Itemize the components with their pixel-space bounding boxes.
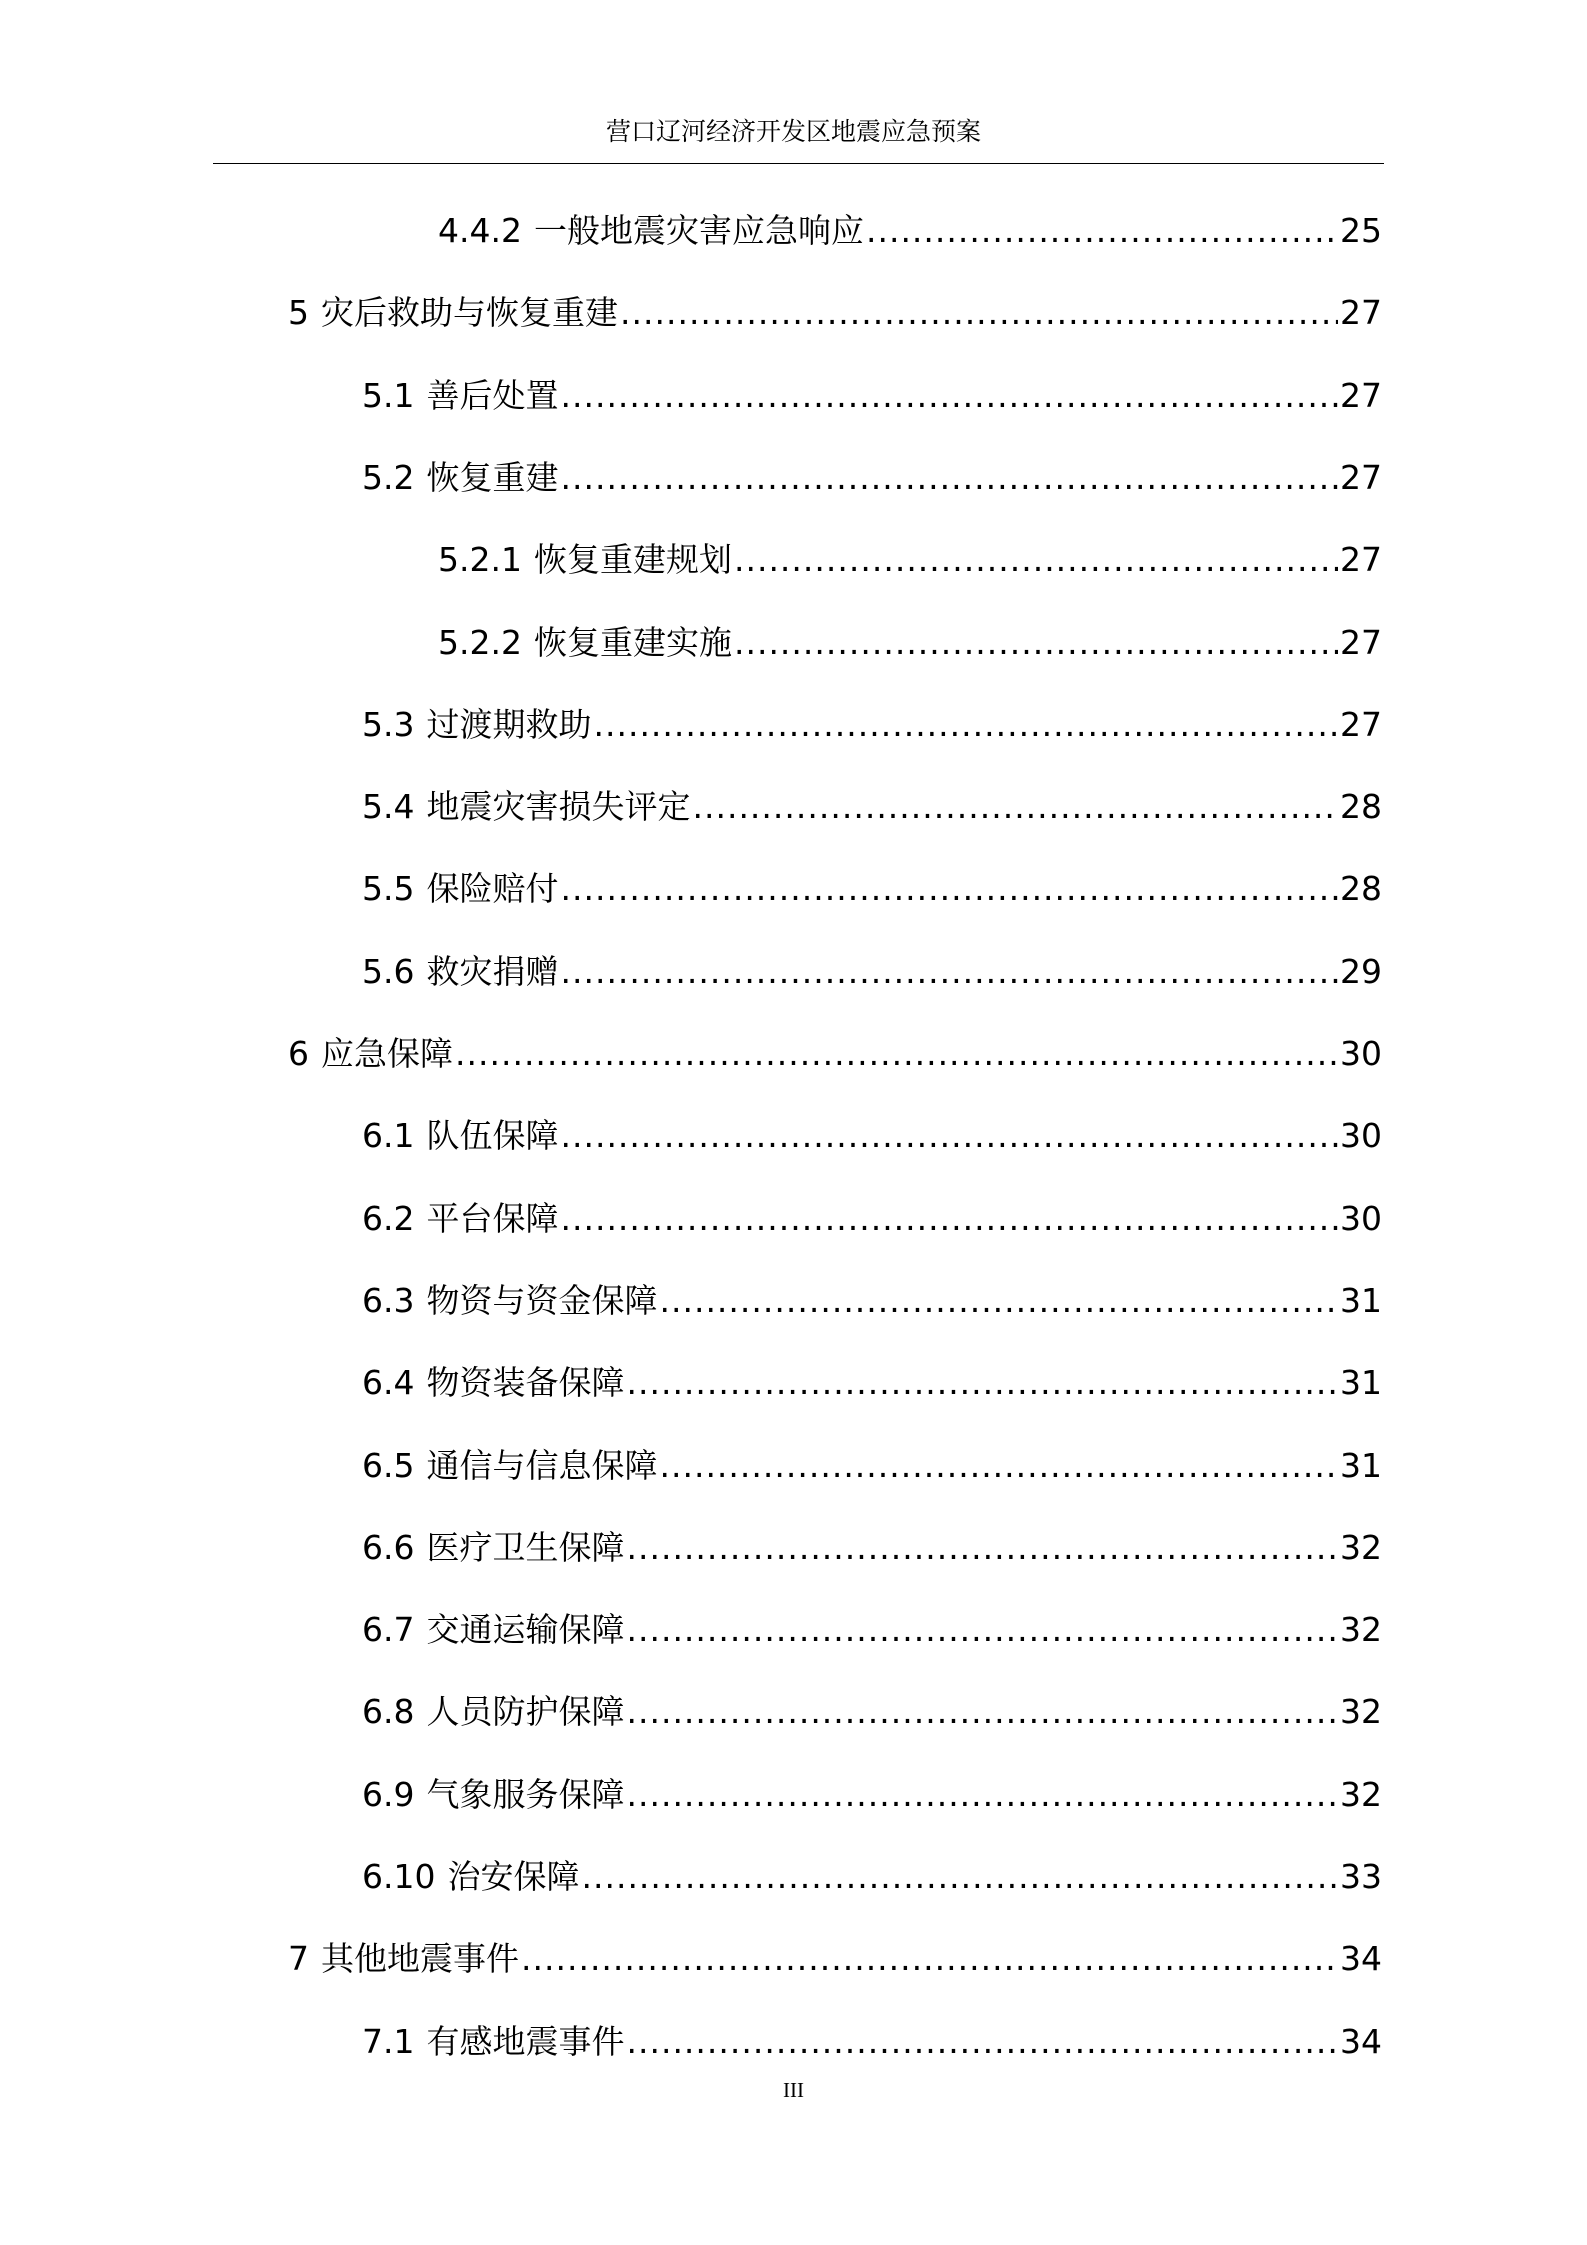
toc-entry-title: 应急保障 (321, 1034, 453, 1073)
toc-entry[interactable] (362, 1852, 1382, 1902)
toc-entry-number: 7.1 (362, 2021, 415, 2061)
toc-entry-title: 通信与信息保障 (426, 1445, 658, 1485)
toc-entry-number: 5.2.2 (438, 622, 522, 662)
toc-entry-title: 交通运输保障 (426, 1610, 625, 1650)
toc-entry-title: 保险赔付 (426, 869, 559, 909)
toc-dot-leader (620, 288, 1338, 338)
toc-entry-page: 34 (1340, 1939, 1382, 1979)
toc-dot-leader (626, 1358, 1338, 1408)
toc-entry-number: 5 (288, 293, 309, 333)
toc-entry-title: 救灾捐赠 (426, 951, 559, 991)
toc-dot-leader (560, 453, 1338, 503)
toc-dot-leader (626, 1523, 1338, 1573)
toc-entry[interactable] (438, 535, 1382, 585)
toc-dot-leader (866, 206, 1338, 256)
toc-entry-page: 25 (1340, 211, 1382, 250)
toc-entry-number: 5.4 (362, 787, 415, 827)
toc-entry-title: 一般地震灾害应急响应 (533, 211, 864, 250)
toc-dot-leader (560, 864, 1338, 914)
toc-entry-number: 6.4 (362, 1363, 415, 1403)
toc-entry-number: 6 (288, 1034, 309, 1073)
toc-entry-number: 5.5 (362, 869, 415, 909)
toc-entry-title: 物资装备保障 (426, 1363, 625, 1403)
toc-entry[interactable] (362, 864, 1382, 914)
toc-entry-page: 27 (1340, 622, 1382, 662)
toc-entry[interactable] (362, 1276, 1382, 1326)
page-header: 营口辽河经济开发区地震应急预案 (605, 117, 981, 146)
toc-entry[interactable] (362, 700, 1382, 750)
toc-dot-leader (560, 1194, 1338, 1244)
toc-entry-page: 28 (1340, 787, 1382, 827)
toc-entry-title: 治安保障 (447, 1857, 580, 1896)
toc-entry-title: 过渡期救助 (426, 704, 592, 744)
toc-entry[interactable] (362, 1687, 1382, 1737)
toc-entry[interactable] (362, 2017, 1382, 2067)
toc-dot-leader (626, 1687, 1338, 1737)
toc-dot-leader (734, 618, 1338, 668)
toc-entry-title: 物资与资金保障 (426, 1280, 658, 1320)
toc-entry-number: 6.10 (362, 1857, 436, 1896)
toc-entry[interactable] (362, 1194, 1382, 1244)
toc-entry-page: 27 (1340, 457, 1382, 497)
toc-entry-page: 34 (1340, 2021, 1382, 2061)
toc-entry-page: 32 (1340, 1527, 1382, 1567)
toc-entry-page: 32 (1340, 1774, 1382, 1814)
toc-dot-leader (659, 1441, 1338, 1491)
toc-dot-leader (626, 1605, 1338, 1655)
toc-entry-number: 6.7 (362, 1610, 415, 1650)
toc-entry-title: 人员防护保障 (426, 1692, 625, 1732)
toc-entry-number: 6.6 (362, 1527, 415, 1567)
toc-dot-leader (734, 535, 1338, 585)
toc-entry[interactable] (362, 1441, 1382, 1491)
toc-entry[interactable] (362, 1770, 1382, 1820)
page-number: III (783, 2078, 804, 2102)
toc-entry-page: 30 (1340, 1116, 1382, 1156)
toc-entry-number: 6.1 (362, 1116, 415, 1156)
toc-entry-title: 恢复重建 (426, 457, 559, 497)
header-divider (213, 163, 1384, 164)
toc-entry[interactable] (288, 288, 1382, 338)
toc-entry-number: 6.5 (362, 1445, 415, 1485)
toc-entry-title: 恢复重建实施 (533, 622, 732, 662)
toc-dot-leader (560, 371, 1338, 421)
toc-entry[interactable] (362, 947, 1382, 997)
toc-dot-leader (560, 947, 1338, 997)
toc-entry[interactable] (438, 618, 1382, 668)
toc-entry-page: 27 (1340, 293, 1382, 333)
toc-dot-leader (626, 1770, 1338, 1820)
toc-entry[interactable] (362, 371, 1382, 421)
toc-entry-number: 6.2 (362, 1198, 415, 1238)
toc-entry[interactable] (362, 1605, 1382, 1655)
toc-dot-leader (626, 2017, 1338, 2067)
toc-dot-leader (581, 1852, 1338, 1902)
toc-entry-number: 5.2.1 (438, 540, 522, 580)
toc-entry-title: 其他地震事件 (321, 1939, 519, 1979)
toc-entry-page: 32 (1340, 1692, 1382, 1732)
toc-dot-leader (659, 1276, 1338, 1326)
toc-entry-page: 33 (1340, 1857, 1382, 1896)
toc-entry-number: 5.3 (362, 704, 415, 744)
toc-dot-leader (560, 1111, 1338, 1161)
toc-dot-leader (593, 700, 1338, 750)
toc-entry-number: 7 (288, 1939, 309, 1979)
toc-entry[interactable] (288, 1934, 1382, 1984)
toc-entry-title: 恢复重建规划 (533, 540, 732, 580)
toc-entry-title: 善后处置 (426, 375, 559, 415)
toc-entry-page: 29 (1340, 951, 1382, 991)
toc-entry[interactable] (438, 206, 1382, 256)
toc-entry-number: 5.2 (362, 457, 415, 497)
toc-entry-title: 队伍保障 (426, 1116, 559, 1156)
toc-entry-page: 31 (1340, 1363, 1382, 1403)
toc-entry-page: 31 (1340, 1445, 1382, 1485)
toc-entry-title: 有感地震事件 (426, 2021, 625, 2061)
toc-dot-leader (521, 1934, 1338, 1984)
toc-entry[interactable] (362, 1523, 1382, 1573)
toc-entry-title: 气象服务保障 (426, 1774, 625, 1814)
toc-entry[interactable] (362, 1111, 1382, 1161)
toc-entry-page: 27 (1340, 375, 1382, 415)
toc-entry-page: 28 (1340, 869, 1382, 909)
toc-entry-number: 6.8 (362, 1692, 415, 1732)
toc-entry-page: 32 (1340, 1610, 1382, 1650)
toc-entry[interactable] (362, 453, 1382, 503)
toc-entry-page: 30 (1340, 1198, 1382, 1238)
toc-entry[interactable] (288, 1029, 1382, 1079)
toc-entry-title: 灾后救助与恢复重建 (321, 293, 618, 333)
toc-entry-page: 30 (1340, 1034, 1382, 1073)
toc-dot-leader (692, 782, 1338, 832)
toc-entry-page: 27 (1340, 704, 1382, 744)
toc-entry-number: 5.6 (362, 951, 415, 991)
toc-entry-title: 地震灾害损失评定 (426, 787, 691, 827)
toc-entry-page: 27 (1340, 540, 1382, 580)
toc-entry-number: 4.4.2 (438, 211, 522, 250)
toc-entry-page: 31 (1340, 1280, 1382, 1320)
toc-dot-leader (455, 1029, 1338, 1079)
toc-entry-number: 6.9 (362, 1774, 415, 1814)
toc-entry-title: 医疗卫生保障 (426, 1527, 625, 1567)
toc-entry[interactable] (362, 1358, 1382, 1408)
toc-entry-title: 平台保障 (426, 1198, 559, 1238)
toc-entry[interactable] (362, 782, 1382, 832)
toc-entry-number: 5.1 (362, 375, 415, 415)
toc-entry-number: 6.3 (362, 1280, 415, 1320)
